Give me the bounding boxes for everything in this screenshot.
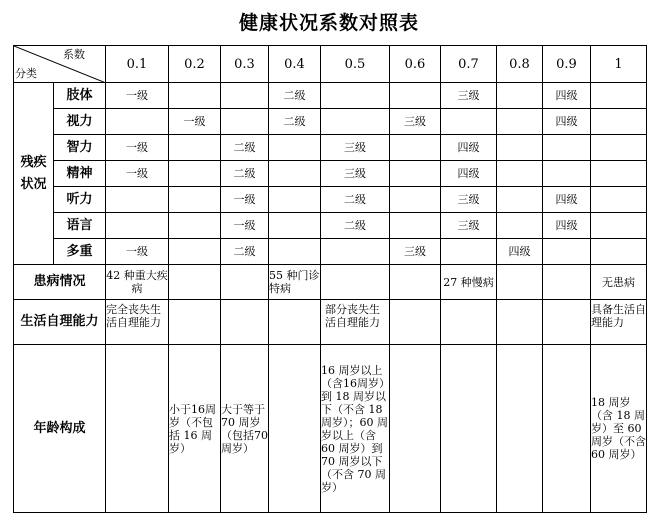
level-cell: 一级 [106,161,169,187]
level-cell: 四级 [543,187,591,213]
level-cell [269,187,321,213]
age-cell: 16 周岁以上（含16周岁）到 18 周岁以下（不含 18 周岁）；60 周岁以上（含 60 周岁）到 70 周岁以下（不含 70 周岁） [321,345,390,513]
level-cell [169,213,221,239]
level-cell [169,83,221,109]
empty-cell [221,265,269,300]
level-cell [269,239,321,265]
level-cell: 一级 [221,213,269,239]
empty-cell [543,345,591,513]
level-cell [390,187,441,213]
level-cell: 三级 [321,135,390,161]
disability-row-mental [14,161,647,187]
level-cell: 四级 [543,83,591,109]
column-header: 0.8 [497,46,543,83]
level-cell [169,135,221,161]
level-cell: 三级 [321,161,390,187]
level-cell [106,109,169,135]
age-cell: 18 周岁（含 18 周岁）至 60 周岁（不含 60 周岁） [591,345,647,513]
illness-cell: 55 种门诊特病 [269,265,321,300]
empty-cell [269,345,321,513]
corner-category-label: 分类 [15,67,37,80]
level-cell: 一级 [106,135,169,161]
level-cell [591,135,647,161]
level-cell [221,83,269,109]
empty-cell [106,345,169,513]
level-cell [390,213,441,239]
illness-row [14,265,647,300]
corner-coefficient-label: 系数 [63,48,85,61]
empty-cell [390,265,441,300]
disability-row-intellect [14,135,647,161]
age-cell: 大于等于70 周岁（包括70周岁） [221,345,269,513]
empty-cell [497,300,543,345]
selfcare-cell: 完全丧失生活自理能力 [106,300,169,345]
level-cell: 二级 [221,135,269,161]
column-header: 1 [591,46,647,83]
level-cell: 三级 [441,187,497,213]
level-cell [497,83,543,109]
level-cell [591,239,647,265]
level-cell [591,213,647,239]
empty-cell [441,300,497,345]
level-cell [269,135,321,161]
level-cell: 三级 [441,213,497,239]
level-cell: 一级 [169,109,221,135]
level-cell: 二级 [221,161,269,187]
illness-cell: 42 种重大疾病 [106,265,169,300]
level-cell [497,135,543,161]
corner-cell [14,46,106,83]
level-cell [269,213,321,239]
empty-cell [390,300,441,345]
column-header: 0.9 [543,46,591,83]
level-cell: 四级 [497,239,543,265]
level-cell: 四级 [543,109,591,135]
level-cell: 一级 [221,187,269,213]
level-cell [106,213,169,239]
level-cell: 一级 [106,239,169,265]
level-cell [543,135,591,161]
column-header: 0.7 [441,46,497,83]
level-cell [390,135,441,161]
level-cell [497,213,543,239]
empty-cell [543,265,591,300]
empty-cell [269,300,321,345]
row-label: 语言 [54,213,106,239]
level-cell [543,161,591,187]
level-cell: 二级 [269,109,321,135]
row-label: 精神 [54,161,106,187]
empty-cell [321,265,390,300]
selfcare-row [14,300,647,345]
column-header: 0.1 [106,46,169,83]
level-cell [321,83,390,109]
level-cell: 三级 [390,239,441,265]
level-cell [441,239,497,265]
level-cell [106,187,169,213]
level-cell [591,187,647,213]
column-header: 0.5 [321,46,390,83]
disability-row-multiple [14,239,647,265]
level-cell [497,161,543,187]
level-cell: 一级 [106,83,169,109]
level-cell [390,83,441,109]
level-cell: 四级 [441,161,497,187]
selfcare-cell: 具备生活自理能力 [591,300,647,345]
level-cell [390,161,441,187]
row-label: 多重 [54,239,106,265]
level-cell: 二级 [321,187,390,213]
level-cell: 二级 [269,83,321,109]
column-header: 0.2 [169,46,221,83]
level-cell [441,109,497,135]
level-cell [543,239,591,265]
empty-cell [497,265,543,300]
empty-cell [543,300,591,345]
health-coefficient-table [13,45,647,513]
level-cell [169,239,221,265]
level-cell: 四级 [543,213,591,239]
selfcare-cell: 部分丧失生活自理能力 [321,300,390,345]
level-cell [497,187,543,213]
level-cell [497,109,543,135]
row-label: 听力 [54,187,106,213]
selfcare-label: 生活自理能力 [14,300,106,345]
illness-cell: 27 种慢病 [441,265,497,300]
level-cell [321,239,390,265]
level-cell: 三级 [390,109,441,135]
illness-label: 患病情况 [14,265,106,300]
age-cell: 小于16周岁（不包括 16 周岁） [169,345,221,513]
empty-cell [441,345,497,513]
level-cell: 二级 [221,239,269,265]
column-header: 0.4 [269,46,321,83]
empty-cell [169,265,221,300]
header-row [14,46,647,83]
row-label: 智力 [54,135,106,161]
level-cell [591,109,647,135]
level-cell: 二级 [321,213,390,239]
disability-group-label: 残疾状况 [14,83,54,265]
age-row [14,345,647,513]
age-label: 年龄构成 [14,345,106,513]
level-cell [169,187,221,213]
empty-cell [221,300,269,345]
level-cell: 四级 [441,135,497,161]
empty-cell [169,300,221,345]
column-header: 0.6 [390,46,441,83]
disability-row-hearing [14,187,647,213]
disability-row-limb [14,83,647,109]
disability-row-vision [14,109,647,135]
level-cell [269,161,321,187]
row-label: 肢体 [54,83,106,109]
level-cell [321,109,390,135]
level-cell [221,109,269,135]
page-title: 健康状况系数对照表 [238,12,419,34]
empty-cell [390,345,441,513]
row-label: 视力 [54,109,106,135]
disability-row-speech [14,213,647,239]
level-cell [169,161,221,187]
illness-cell: 无患病 [591,265,647,300]
level-cell [591,83,647,109]
level-cell [591,161,647,187]
column-header: 0.3 [221,46,269,83]
level-cell: 三级 [441,83,497,109]
empty-cell [497,345,543,513]
